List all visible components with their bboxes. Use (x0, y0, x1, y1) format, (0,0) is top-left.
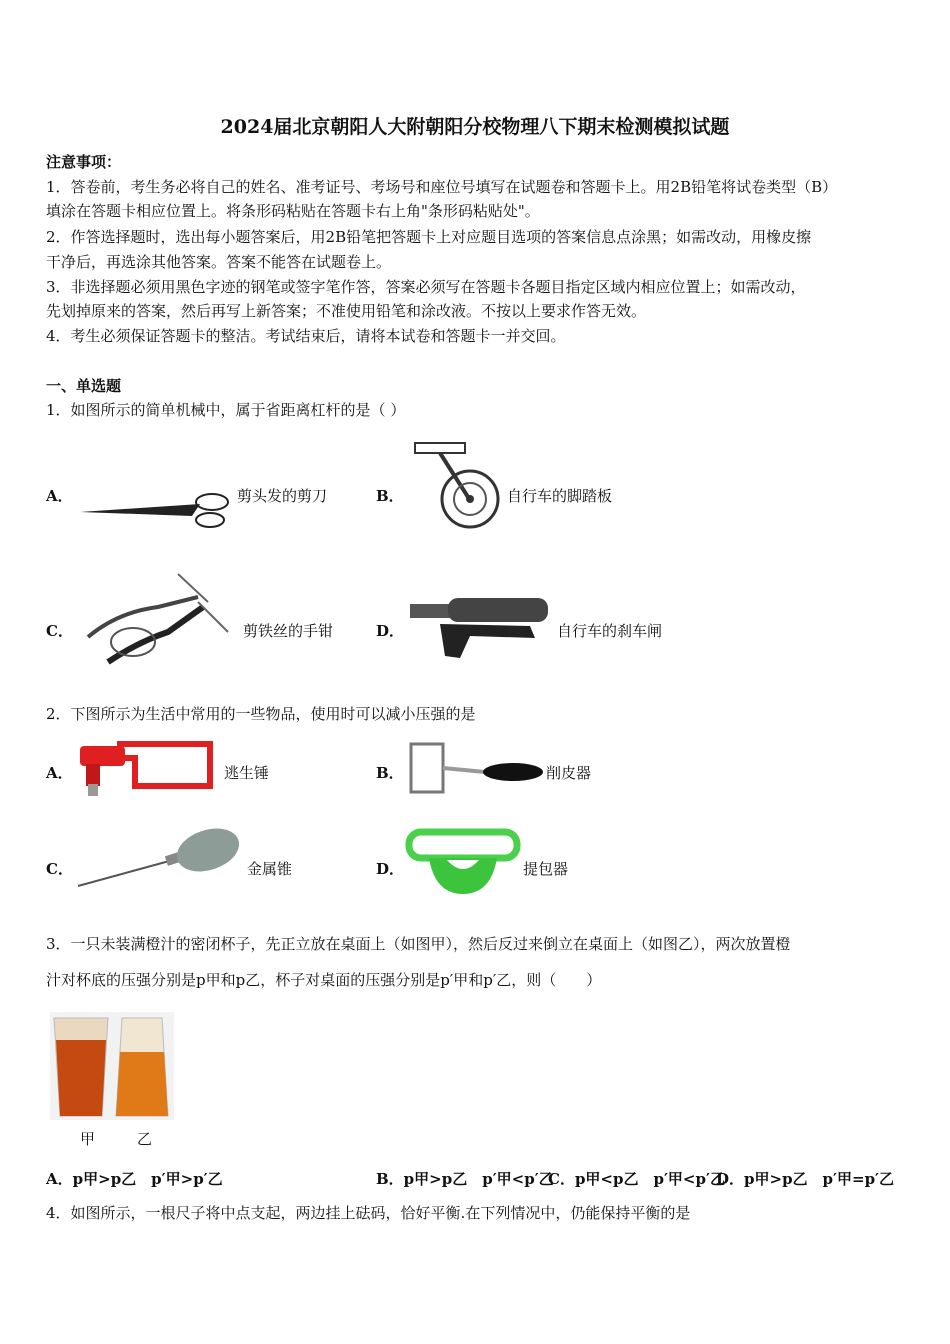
question-2-stem: 2．下图所示为生活中常用的一些物品，使用时可以减小压强的是 (46, 705, 476, 723)
notice-line: 1．答卷前，考生务必将自己的姓名、准考证号、考场号和座位号填写在试题卷和答题卡上。用2B铅笔将试卷类型（B） (46, 178, 838, 196)
bicycle-pedal-icon (410, 435, 505, 530)
q1-option-c-letter: C． (46, 622, 73, 640)
notice-line: 干净后，再选涂其他答案。答案不能答在试题卷上。 (46, 253, 392, 271)
notice-heading: 注意事项： (46, 153, 122, 171)
q3-option-d: D．p甲>p乙 p′甲=p′乙 (716, 1170, 895, 1188)
question-3-stem-line2: 汁对杯底的压强分别是p甲和p乙，杯子对桌面的压强分别是p′甲和p′乙，则（ ） (46, 971, 602, 989)
notice-line: 先划掉原来的答案，然后再写上新答案；不准使用铅笔和涂改液。不按以上要求作答无效。 (46, 302, 647, 320)
q2-option-b-label: 削皮器 (546, 764, 592, 782)
notice-line: 3．非选择题必须用黑色字迹的钢笔或签字笔作答，答案必须写在答题卡各题目指定区域内相应位置上；如需改动， (46, 278, 806, 296)
q2-option-a-label: 逃生锤 (224, 764, 270, 782)
q3-option-b: B．p甲>p乙 p′甲<p′乙 (376, 1170, 554, 1188)
q2-option-c-letter: C． (46, 860, 73, 878)
q2-option-d-label: 提包器 (523, 860, 569, 878)
q2-option-b-letter: B． (376, 764, 404, 782)
q1-option-b-letter: B． (376, 487, 404, 505)
pliers-icon (78, 572, 238, 672)
q2-option-d-letter: D． (376, 860, 405, 878)
section-heading: 一、单选题 (46, 377, 122, 395)
q1-option-d-label: 自行车的刹车闸 (557, 622, 663, 640)
awl-icon (78, 828, 243, 890)
orange-juice-cups-photo (50, 1012, 174, 1122)
question-4-stem: 4．如图所示，一根尺子将中点支起，两边挂上砝码，恰好平衡.在下列情况中，仍能保持平衡的是 (46, 1204, 691, 1222)
notice-line: 2．作答选择题时，选出每小题答案后，用2B铅笔把答题卡上对应题目选项的答案信息点涂黑；如需改动，用橡皮擦 (46, 228, 812, 246)
q1-option-b-label: 自行车的脚踏板 (507, 487, 613, 505)
notice-line: 4．考生必须保证答题卡的整洁。考试结束后，请将本试卷和答题卡一并交回。 (46, 327, 566, 345)
peeler-icon (405, 742, 545, 797)
escape-hammer-icon (80, 738, 215, 800)
scissors-icon (80, 490, 230, 530)
figure-label-jia: 甲 (80, 1130, 96, 1148)
q1-option-a-label: 剪头发的剪刀 (237, 487, 328, 505)
q3-option-c: C．p甲<p乙 p′甲<p′乙 (548, 1170, 725, 1188)
question-3-stem-line1: 3．一只未装满橙汁的密闭杯子，先正立放在桌面上（如图甲），然后反过来倒立在桌面上（如图乙），两次放置橙 (46, 935, 791, 953)
notice-line: 填涂在答题卡相应位置上。将条形码粘贴在答题卡右上角"条形码粘贴处"。 (46, 202, 540, 220)
q1-option-a-letter: A． (46, 487, 73, 505)
figure-label-yi: 乙 (137, 1130, 153, 1148)
q3-option-a: A．p甲>p乙 p′甲>p′乙 (46, 1170, 223, 1188)
page-title: 2024届北京朝阳人大附朝阳分校物理八下期末检测模拟试题 (220, 116, 730, 138)
bag-carrier-icon (405, 828, 520, 898)
question-1-stem: 1．如图所示的简单机械中，属于省距离杠杆的是（ ） (46, 401, 406, 419)
brake-lever-icon (410, 596, 550, 666)
q1-option-d-letter: D． (376, 622, 405, 640)
q2-option-c-label: 金属锥 (247, 860, 293, 878)
q1-option-c-label: 剪铁丝的手钳 (243, 622, 334, 640)
q2-option-a-letter: A． (46, 764, 73, 782)
